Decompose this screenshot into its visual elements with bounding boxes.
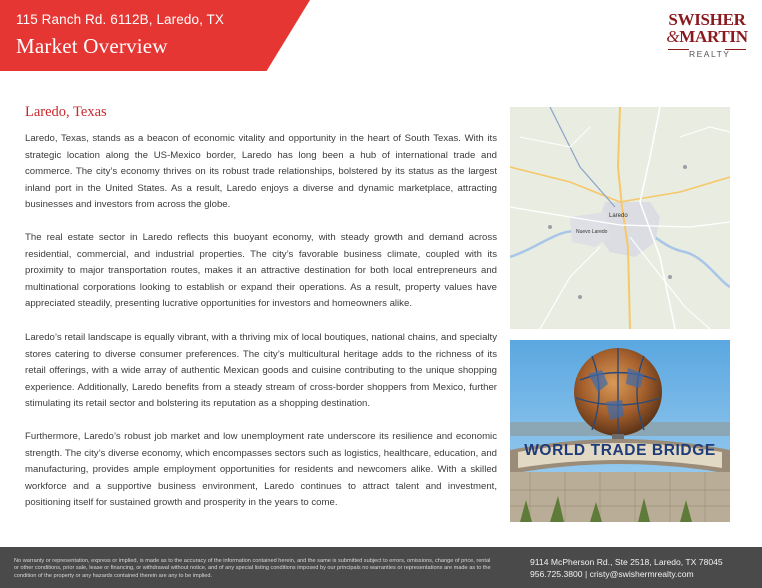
page-title: Market Overview xyxy=(16,34,168,58)
footer-contact-info: 956.725.3800 | cristy@swishermrealty.com xyxy=(530,569,694,579)
footer-office-address: 9114 McPherson Rd., Ste 2518, Laredo, TX 78045 xyxy=(530,557,723,567)
logo-ampersand: & xyxy=(666,27,680,46)
map-label-nuevo-laredo: Nuevo Laredo xyxy=(576,229,608,235)
world-trade-bridge-photo xyxy=(510,340,730,522)
area-map-image xyxy=(510,107,730,329)
footer xyxy=(0,547,762,588)
company-logo xyxy=(660,8,754,60)
logo-line-2 xyxy=(660,27,754,47)
logo-line-1: SWISHER xyxy=(668,10,746,29)
area-map-icon xyxy=(510,107,730,329)
map-label-laredo: Laredo xyxy=(609,213,628,219)
sign-text: WORLD TRADE BRIDGE xyxy=(524,442,716,459)
paragraph-real-estate: The real estate sector in Laredo reflects this buoyant economy, with steady growth and demand across residential, commercial, and industrial properties. The city’s favorable business climate, coupled with its proximity to major transportation routes, makes it an attractive destination for both local entrepreneurs and multinational corporations looking to establish or expand their operations. As a result, property values have appreciated steadily, presenting lucrative opportunities for investors and homeowners alike. xyxy=(25,232,497,310)
property-address: 115 Ranch Rd. 6112B, Laredo, TX xyxy=(16,12,224,27)
logo-line-2-text: MARTIN xyxy=(679,27,748,46)
paragraph-retail: Laredo’s retail landscape is equally vibrant, with a thriving mix of local boutiques, national chains, and specialty stores catering to diverse consumer preferences. The city’s multicultural heritage adds to the richness of its retail offerings, with a wide array of authentic Mexican goods and cuisine contributing to the unique shopping experience. Additionally, Laredo benefits from a steady stream of cross-border shoppers from Mexico, further stimulating its retail sector and bolstering its reputation as a shopping destination. xyxy=(25,332,497,410)
globe-sculpture-icon xyxy=(510,340,730,522)
logo-line-3: REALTY xyxy=(689,49,731,59)
paragraph-economy: Laredo, Texas, stands as a beacon of economic vitality and opportunity in the heart of South Texas. With its strategic location along the US-Mexico border, Laredo has long been a hub of international trade and commerce. The city’s economy thrives on its robust trade relationships, bolstered by its status as the largest inland port in the United States. As a result, Laredo enjoys a diverse and dynamic marketplace, attracting businesses and investors from across the globe. xyxy=(25,133,497,211)
section-title: Laredo, Texas xyxy=(25,104,107,120)
footer-disclaimer: No warranty or representation, express or implied, is made as to the accuracy of the information contained herein, and the same is submitted subject to errors, omissions, change of price, rental or other conditions, prior sale, lease or financing, or withdrawal without notice, and of any special listing conditions imposed by our principals no warranties or representations are made as to the condition of the property or any hazards contained therein are any to be implied. xyxy=(14,558,491,579)
paragraph-job-market: Furthermore, Laredo’s robust job market and low unemployment rate underscore its resilience and economic strength. The city’s diverse economy, which encompasses sectors such as logistics, healthcare, education, and manufacturing, provides ample employment opportunities for residents and newcomers alike. With a skilled workforce and a supportive business environment, Laredo continues to attract talent and investment, positioning itself for sustained growth and prosperity in the years to come. xyxy=(25,431,497,509)
